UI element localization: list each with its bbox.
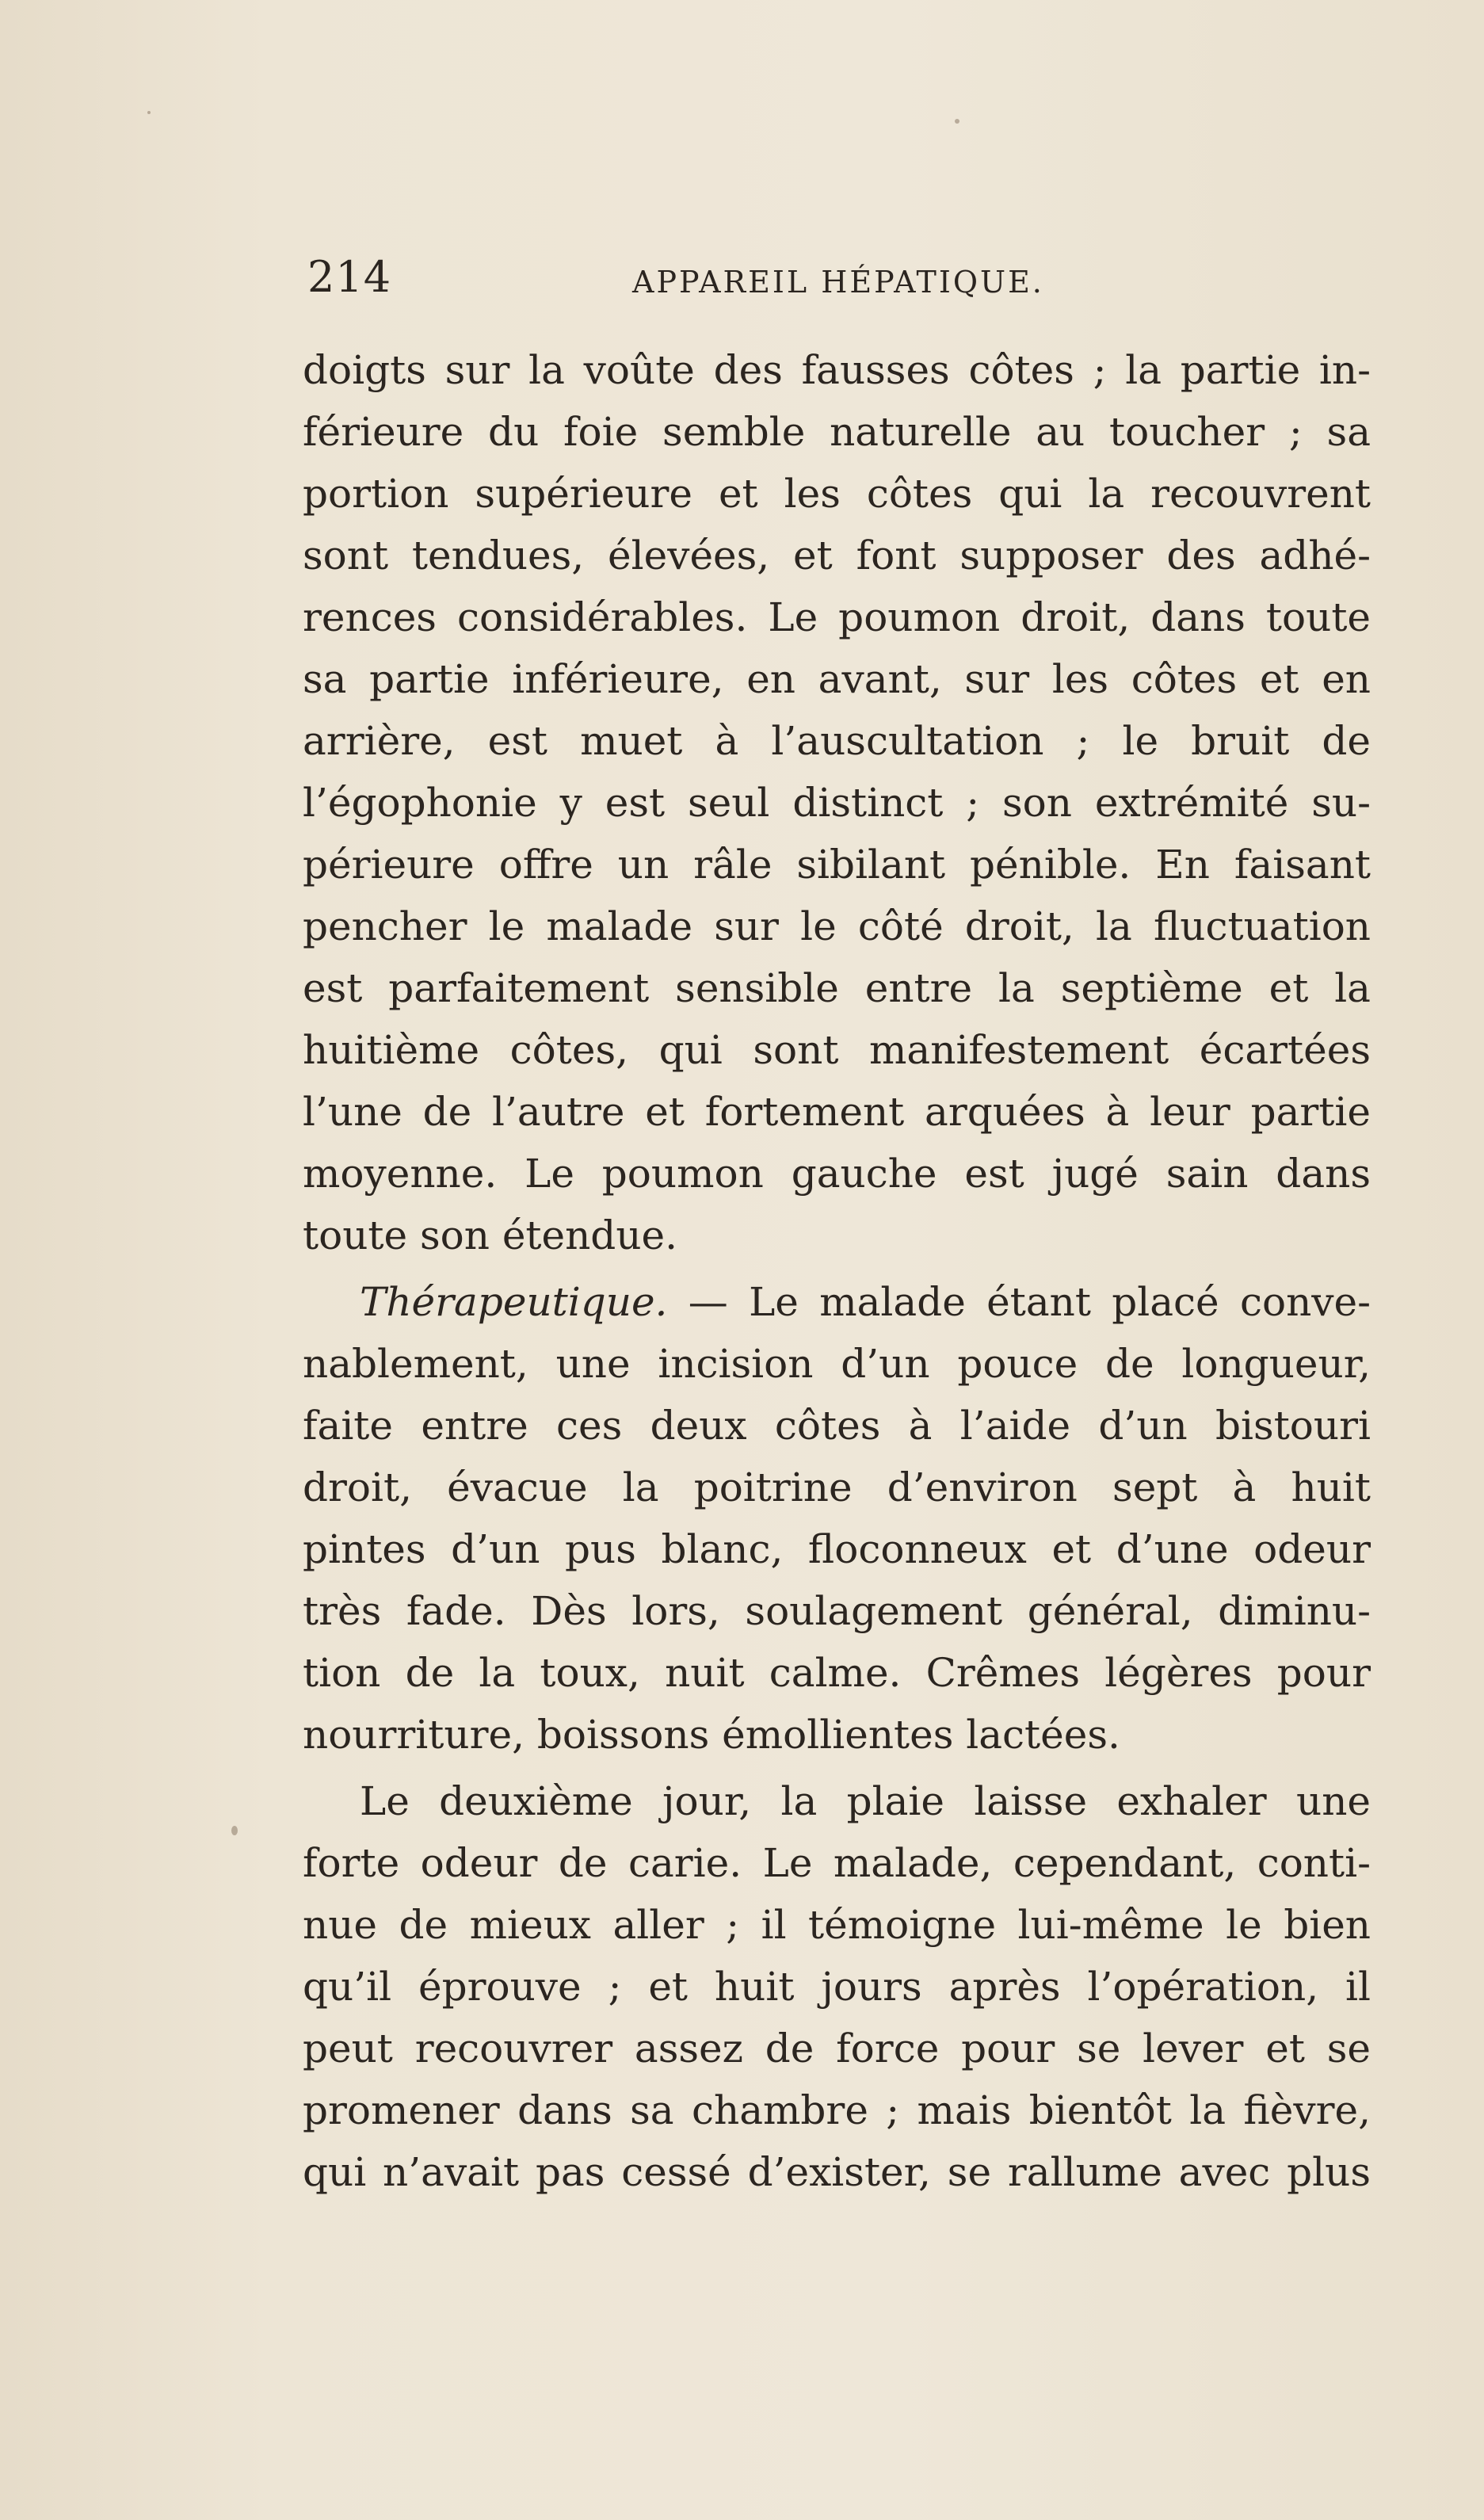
text-line: tion de la toux, nuit calme. Crêmes légères pour — [303, 1650, 1371, 1696]
text-line — [303, 1271, 1371, 1333]
text-line: peut recouvrer assez de force pour se lever et se — [303, 2026, 1371, 2071]
text-line: férieure du foie semble naturelle au toucher ; sa — [303, 409, 1371, 455]
text-line: doigts sur la voûte des fausses côtes ; la partie in- — [303, 347, 1371, 393]
ink-speck — [231, 1826, 238, 1835]
text-line: l’une de l’autre et fortement arquées à leur partie — [303, 1089, 1371, 1135]
text-line: pencher le malade sur le côté droit, la fluctuation — [303, 903, 1371, 949]
text-line: moyenne. Le poumon gauche est jugé sain dans — [303, 1151, 1371, 1197]
paragraph-1 — [303, 339, 1371, 1266]
text-line: nablement, une incision d’un pouce de longueur, — [303, 1341, 1371, 1387]
page-header — [307, 252, 1369, 315]
text-line: est parfaitement sensible entre la septième et la — [303, 965, 1371, 1011]
paragraph-3 — [303, 1770, 1371, 2203]
text-fragment: — Le malade étant placé conve- — [667, 1279, 1371, 1325]
ink-speck — [147, 111, 151, 114]
page-number: 214 — [307, 252, 392, 302]
text-line: huitième côtes, qui sont manifestement écartées — [303, 1027, 1371, 1073]
text-line: arrière, est muet à l’auscultation ; le bruit de — [303, 718, 1371, 764]
text-line: sa partie inférieure, en avant, sur les côtes et en — [303, 656, 1371, 702]
text-line: nue de mieux aller ; il témoigne lui-même le bien — [303, 1902, 1371, 1948]
text-line: qu’il éprouve ; et huit jours après l’opération, il — [303, 1964, 1371, 2010]
text-line: toute son étendue. — [303, 1212, 677, 1258]
text-line: qui n’avait pas cessé d’exister, se rallume avec plus — [303, 2149, 1371, 2195]
ink-speck — [955, 119, 959, 124]
text-line: pintes d’un pus blanc, floconneux et d’une odeur — [303, 1526, 1371, 1572]
text-line: forte odeur de carie. Le malade, cependant, conti- — [303, 1840, 1371, 1886]
text-line: faite entre ces deux côtes à l’aide d’un bistouri — [303, 1403, 1371, 1449]
text-line: portion supérieure et les côtes qui la recouvrent — [303, 471, 1371, 517]
text-line: Le deuxième jour, la plaie laisse exhaler une — [360, 1778, 1371, 1824]
body-text — [303, 339, 1371, 2203]
text-line: très fade. Dès lors, soulagement général, diminu- — [303, 1588, 1371, 1634]
text-line: l’égophonie y est seul distinct ; son extrémité su- — [303, 780, 1371, 826]
text-line: rences considérables. Le poumon droit, dans toute — [303, 594, 1371, 640]
section-lead: Thérapeutique. — [360, 1279, 668, 1325]
paragraph-2 — [303, 1271, 1371, 1766]
text-line: nourriture, boissons émollientes lactées. — [303, 1712, 1120, 1758]
text-line: sont tendues, élevées, et font supposer des adhé- — [303, 533, 1371, 578]
running-head: APPAREIL HÉPATIQUE. — [632, 265, 1044, 300]
text-line: promener dans sa chambre ; mais bientôt la fièvre, — [303, 2087, 1371, 2133]
text-line: périeure offre un râle sibilant pénible. En faisant — [303, 842, 1371, 888]
text-line: droit, évacue la poitrine d’environ sept à huit — [303, 1464, 1371, 1510]
